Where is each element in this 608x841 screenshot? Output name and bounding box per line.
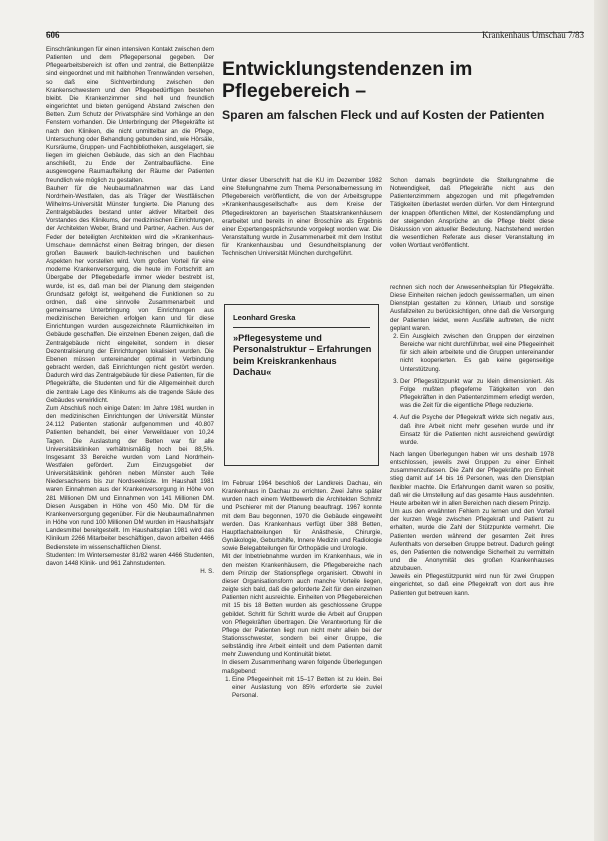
paragraph: Nach langen Überlegungen haben wir uns deshalb 1978 entschlossen, jeweils zwei Gruppen zu einer Einheit zusammenzufassen. Die Zahl der Pflegekräfte pro Einheit stieg damit auf 14 bis 16 Personen, was den Dienstplan flexibler machte. Die Erfahrungen damit waren so positiv, daß wir die Umstellung auf das gesamte Haus ausdehnten. Heute arbeiten wir in allen Bereichen nach diesem Prinzip.: [390, 450, 554, 507]
list-item: 3. Der Pflegestützpunkt war zu klein dimensioniert. Als Folge mußten pflegeferne Tätigkeiten von den Pflegekräften in den Patientenzimmern erledigt werden, was die Zeit für die eigentliche Pflege reduzierte.: [400, 378, 554, 411]
box-divider: [233, 327, 370, 328]
author-initials: H. S.: [200, 568, 214, 575]
paragraph: Um aus den erwähnten Fehlern zu lernen und den Vorteil der kurzen Wege zwischen Pflegekraft und Patient zu erhalten, wurde die Zahl der Stützpunkte vermehrt. Die Patienten werden während der gesamten Zeit ihres Aufenthalts von derselben Gruppe betreut. Dadurch gelingt es, den Patienten die notwendige Sicherheit zu vermitteln und die Anonymität des großen Krankenhauses abzubauen.: [390, 508, 554, 573]
box-title: »Pflegesysteme und Personalstruktur – Erfahrungen beim Kreiskrankenhaus Dachau«: [233, 333, 372, 378]
list-item: 4. Auf die Psyche der Pflegekraft wirkte sich negativ aus, daß ihre Arbeit nicht mehr gesehen wurde und ihr Einsatz für die Patienten nicht ausreichend gewürdigt wurde.: [400, 414, 554, 447]
intro-column-left: [222, 177, 382, 279]
paragraph: Mit der Inbetriebnahme wurden im Krankenhaus, wie in den meisten Krankenhäusern, die Pflegebereiche nach dem Prinzip der Stationspflege organisiert. Obwohl in dieser Organisationsform auch manche Vorteile liegen, zeigte sich bald, daß die geforderte Zeit für den einzelnen Patienten nicht ausreichte. Einheiten von Pflegebereichen mit 15 bis 18 Betten wurden als geschlossene Gruppe gebildet. Schritt für Schritt wurde die Arbeit auf Gruppen von Pflegekräften übertragen. Die Verantwortung für die Pflege der Patienten liegt nun nicht mehr allein bei der Stationsschwester, sondern bei einer Gruppe, die selbständig ihre Arbeit einteilt und dem Patienten damit mehr Zuwendung und Kontinuität bietet.: [222, 553, 382, 659]
numbered-list: [222, 676, 382, 700]
paragraph: In diesem Zusammenhang waren folgende Überlegungen maßgebend:: [222, 659, 382, 675]
body-column-right: [390, 284, 554, 830]
journal-name: Krankenhaus Umschau 7/83: [482, 30, 584, 40]
paragraph: Zum Abschluß noch einige Daten: Im Jahre 1981 wurden in den medizinischen Einrichtungen der Universität Münster 24.112 Patienten stationär aufgenommen und 40.807 Patienten behandelt, bei einer Verweildauer von 10,24 Tagen. Die Auslastung der Betten war für alle Universitätskliniken verhältnismäßig hoch bei 88,5%. Insgesamt 33 Bereiche wurden vom Land Nordrhein-Westfalen gefördert. Zum Einzugsgebiet der Universitätsklinik gehören neben Münster auch Teile Niedersachsens bis zur Nordseeküste. Im Haushalt 1981 waren Einnahmen aus der Krankenversorgung in Höhe von 281 Millionen DM und Einnahmen von 141 Millionen DM. Diesen Ausgaben in Höhe von 450 Mio. DM für die Krankenversorgung gegenüber. Für die Neubaumaßnahmen in Höhe von rund 100 Millionen DM wurden im Haushaltsjahr Landesmittel bereitgestellt. Im Haushaltsplan 1981 wird das Klinikum 2266 Mitarbeiter beschäftigen, davon arbeiten 4466 Bedienstete im wissenschaftlichen Dienst.: [46, 404, 214, 551]
paragraph: Schon damals begründete die Stellungnahme die Notwendigkeit, daß Pflegekräfte nicht aus den Patientenzimmern abgezogen und mit pflegefremden Tätigkeiten überlastet werden dürfen. Vor dem Hintergrund der knappen öffentlichen Mittel, der Kostendämpfung und der steigenden Ansprüche an die Pflege bleibt diese Diskussion von aktueller Bedeutung. Nachstehend werden die wesentlichen Referate aus dieser Veranstaltung im vollen Wortlaut veröffentlicht.: [390, 177, 554, 250]
paragraph: Unter dieser Überschrift hat die KU im Dezember 1982 eine Stellungnahme zum Thema Personalbemessung im Pflegebereich veröffentlicht, die von der Arbeitsgruppe »Krankenhausgesellschaft« aus dem Kreise der Pflegedirektoren an bayerischen Staatskrankenhäusern erarbeitet und bereits in einer Broschüre als Ergebnis einer Expertengesprächsrunde vorgelegt worden war. Die Veranstaltung wurde in Zusammenarbeit mit dem Institut für Krankenhausbau und Gesundheitsplanung der Technischen Universität München durchgeführt.: [222, 177, 382, 258]
list-item: 2. Ein Ausgleich zwischen den Gruppen der einzelnen Bereiche war nicht durchführbar, weil eine Pflegeeinheit für sich allein arbeitete und die Gruppen untereinander nicht kooperierten. Es gab keine gegenseitige Unterstützung.: [400, 333, 554, 374]
intro-column-right: [390, 177, 554, 279]
paragraph: Studenten: Im Wintersemester 81/82 waren 4466 Studenten, davon 1448 Klinik- und 961 Zahnstudenten.: [46, 551, 214, 567]
numbered-list: [390, 333, 554, 447]
contribution-title-box: [224, 304, 379, 466]
paragraph: Bauherr für die Neubaumaßnahmen war das Land Nordrhein-Westfalen, das als Träger der Westfälischen Wilhelms-Universität Münster fungierte. Die Planung des Zentralgebäudes bestand unter aktiver Mitarbeit des Vorstandes des Klinikums, der medizinischen Einrichtungen, der Architekten Weber, Brand und Partner, Aachen. Aus der Feder der beteiligten Architekten wird die »Krankenhaus-Umschau« demnächst einen Beitrag bringen, der diesen großen Bauwerk baulich-technischen und baulichen Aspekten her vorstellen wird. Vom großen Vorteil für eine moderne Krankenversorgung, die heute im Fortschritt am Übergabe der Pflegebedarfe immer wieder bestrebt ist, wurde, ist es, daß man bei der Planung dem steigenden Grundsatz gefolgt ist, weitgehend die Funktionen so zu ordnen, daß eine sinnvolle Zusammenarbeit und gemeinsame Unterbringung von Einrichtungen aus medizinischen Bereichen erfolgen kann und für diese Einrichtungen wurden ausgezeichnete Räumlichkeiten im Gebäude geschaffen. Die einzelnen Ebenen zeigen, daß die Zentralgebäude nicht eingeleitet, sondern in dieser Dezentralisierung der Einrichtungen lokalisiert wurden. Die Ebenen müssen untereinander optimal in Verbindung gebracht werden, daß Einrichtungen nicht gestört werden. Dadurch wird das Zentralgebäude für diese Patienten, für die Pflegekräfte, die Studenten und für die Allgemeinheit durch die zentrale Lage des Klinikums als die tragende Säule des Gebäudes verwirklicht.: [46, 184, 214, 404]
paragraph: Jeweils ein Pflegestützpunkt wird nun für zwei Gruppen eingerichtet, so daß eine Pflegekraft von dort aus ihre Patienten gut betreuen kann.: [390, 573, 554, 597]
article-subheadline: Sparen am falschen Fleck und auf Kosten der Patienten: [222, 108, 545, 122]
page-header: [46, 30, 584, 40]
paragraph: Im Februar 1964 beschloß der Landkreis Dachau, ein Krankenhaus in Dachau zu errichten. Zwei Jahre später wurden nach einem Wettbewerb die Architekten Schmitz und Pschierer mit der Planung beauftragt. 1967 konnte mit dem Bau begonnen, 1970 die Gebäude eingeweiht werden. Das Krankenhaus verfügt über 388 Betten, Hauptfachabteilungen für Anästhesie, Chirurgie, Gynäkologie, Geburtshilfe, Innere Medizin und Radiologie sowie Belegabteilungen für Orthopädie und Urologie.: [222, 480, 382, 553]
body-column-middle: [222, 480, 382, 830]
box-author: Leonhard Greska: [233, 313, 296, 322]
page-binding-edge: [594, 0, 608, 841]
left-column-article-end: [46, 46, 214, 832]
article-headline: Entwicklungstendenzen im Pflegebereich –: [222, 58, 473, 102]
list-item: 1. Eine Pflegeeinheit mit 15–17 Betten ist zu klein. Bei einer Auslastung von 85% erforderte sie zuviel Personal.: [232, 676, 382, 700]
paragraph: rechnen sich noch der Anwesenheitsplan für Pflegekräfte. Diese Einheiten reichen jedoch gewissermaßen, um einen Dienstplan gestalten zu können, Urlaub und sonstige Ausfallzeiten zu berücksichtigen, ohne daß die Versorgung der Patienten leidet, wenn Ausfälle auftreten, die nicht geplant waren.: [390, 284, 554, 332]
page-number: 606: [46, 30, 60, 40]
paragraph: Einschränkungen für einen intensiven Kontakt zwischen dem Patienten und dem Pflegepersonal gegeben. Der Pflegearbeitsbereich ist offen und zentral, die Bettenplätze sind eingeordnet und mit halbhohen Trennwänden versehen, so daß eine Sichtverbindung zwischen den Krankenschwestern und den Pflegebedürftigen bestehen bleibt. Die Krankenzimmer sind hell und freundlich eingerichtet und bieten genügend Abstand zwischen den Betten. Zum Schutz der Privatsphäre sind Vorhänge an den Fenstern vorhanden. Die Unterbringung der Pflegekräfte ist nach den Kliniken, die nicht unmittelbar an die Pflege, Untersuchung oder Behandlung gebunden sind, wie Hörsäle, Kursräume, Gruppen- und Fachbibliotheken, ausgelagert, sie liegen im gleichen Gebäude, das sich an den Flachbau anschließt, zu Ende der Zentralbaufläche. Eine ausgewogene Raumaufteilung der Räume der Patienten freundlich wie möglich zu gestalten.: [46, 46, 214, 184]
